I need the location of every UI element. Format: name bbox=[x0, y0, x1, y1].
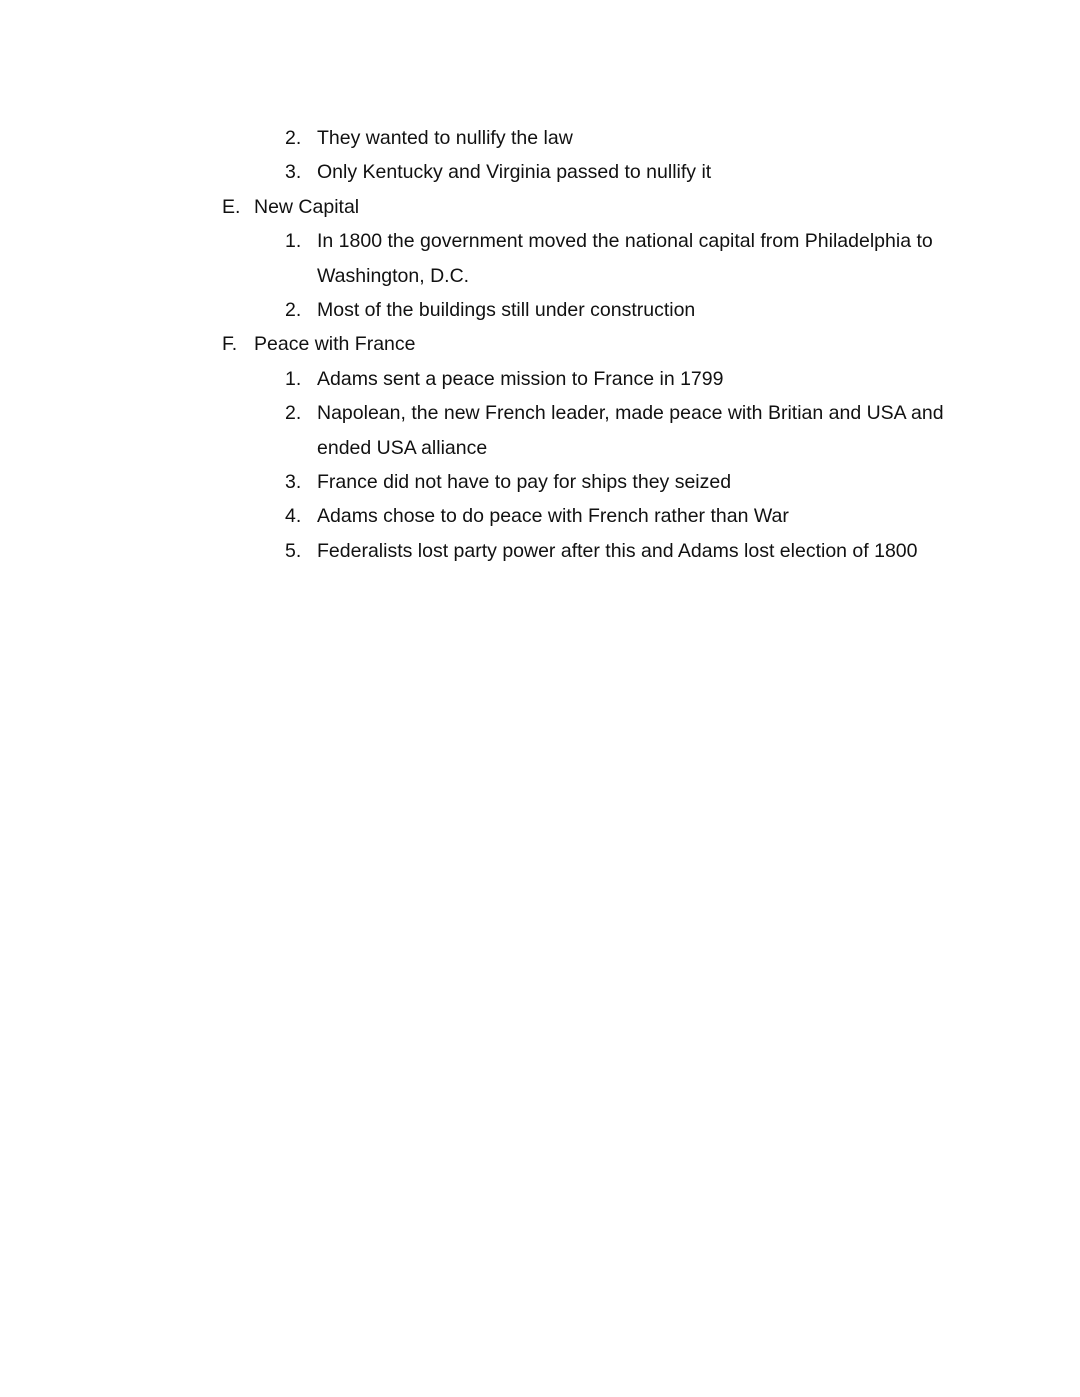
outline-list bbox=[0, 121, 1080, 568]
list-item-continuation bbox=[0, 259, 1080, 293]
list-item-text: ended USA alliance bbox=[317, 436, 488, 459]
section-heading-new-capital bbox=[0, 190, 1080, 224]
list-item-number: 4. bbox=[285, 505, 302, 528]
section-title: Peace with France bbox=[254, 333, 416, 356]
section-title: New Capital bbox=[254, 195, 360, 218]
list-item bbox=[0, 499, 1080, 533]
list-item bbox=[0, 155, 1080, 189]
list-item-number: 2. bbox=[285, 402, 302, 425]
list-item bbox=[0, 293, 1080, 327]
section-letter: E. bbox=[222, 195, 241, 218]
list-item-text: Napolean, the new French leader, made peace with Britian and USA and bbox=[317, 402, 944, 425]
list-item-text: Federalists lost party power after this and Adams lost election of 1800 bbox=[317, 539, 918, 562]
list-item-text: Washington, D.C. bbox=[317, 264, 470, 287]
list-item-number: 2. bbox=[285, 127, 302, 149]
list-item-text: Adams chose to do peace with French rather than War bbox=[317, 505, 789, 528]
list-item-text: They wanted to nullify the law bbox=[317, 127, 573, 149]
list-item-continuation bbox=[0, 431, 1080, 465]
section-letter: F. bbox=[222, 333, 238, 356]
list-item bbox=[0, 362, 1080, 396]
list-item-text: Adams sent a peace mission to France in 1799 bbox=[317, 367, 724, 390]
list-item bbox=[0, 121, 1080, 155]
list-item bbox=[0, 465, 1080, 499]
list-item-number: 1. bbox=[285, 367, 302, 390]
list-item-number: 3. bbox=[285, 161, 302, 184]
section-heading-peace-with-france bbox=[0, 327, 1080, 361]
list-item-number: 5. bbox=[285, 539, 302, 562]
list-item-number: 2. bbox=[285, 298, 302, 321]
list-item bbox=[0, 396, 1080, 430]
list-item bbox=[0, 224, 1080, 258]
list-item-number: 1. bbox=[285, 230, 302, 253]
list-item bbox=[0, 534, 1080, 568]
list-item-text: Most of the buildings still under construction bbox=[317, 298, 696, 321]
list-item-number: 3. bbox=[285, 470, 302, 493]
list-item-text: Only Kentucky and Virginia passed to nullify it bbox=[317, 161, 712, 184]
list-item-text: France did not have to pay for ships they seized bbox=[317, 470, 732, 493]
list-item-text: In 1800 the government moved the national capital from Philadelphia to bbox=[317, 230, 933, 253]
